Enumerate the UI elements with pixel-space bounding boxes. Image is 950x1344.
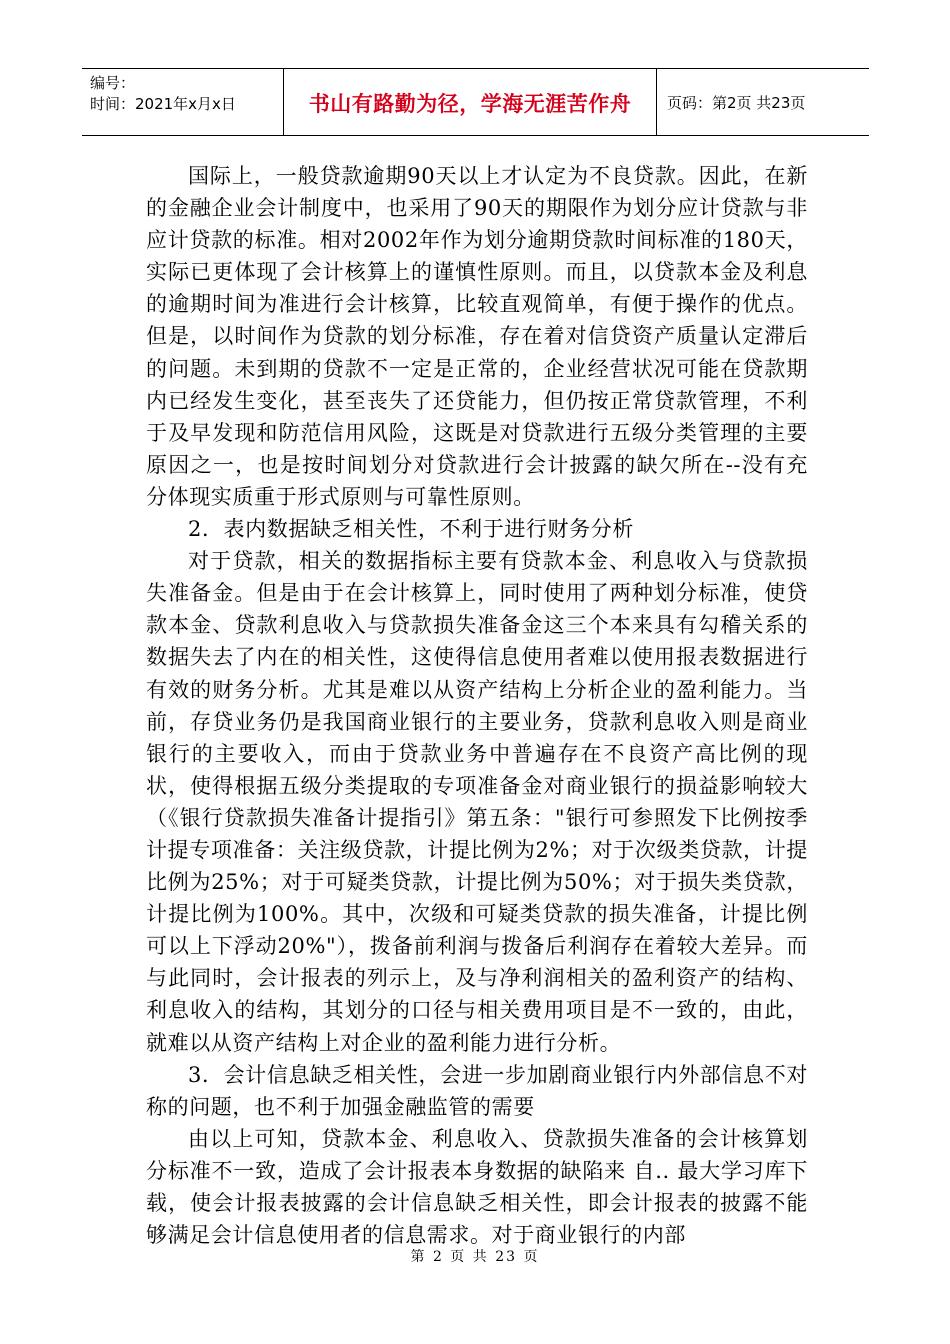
header-meta [82, 69, 284, 135]
header-time-label: 时间：2021年x月x日 [90, 95, 236, 113]
header-motto-cell [284, 69, 657, 135]
paragraph-1: 国际上，一般贷款逾期90天以上才认定为不良贷款。因此，在新的金融企业会计制度中，也采用了90天的期限作为划分应计贷款与非应计贷款的标准。相对2002年作为划分逾期贷款时间标准的180天，实际已更体现了会计核算上的谨慎性原则。而且，以贷款本金及利息的逾期时间为准进行会计核算，比较直观简单，有便于操作的优点。但是，以时间作为贷款的划分标准，存在着对信贷资产质量认定滞后的问题。未到期的贷款不一定是正常的，企业经营状况可能在贷款期内已经发生变化，甚至丧失了还贷能力，但仍按正常贷款管理，不利于及早发现和防范信用风险，这既是对贷款进行五级分类管理的主要原因之一，也是按时间划分对贷款进行会计披露的缺欠所在--没有充分体现实质重于形式原则与可靠性原则。 [146, 164, 808, 509]
paragraph-2: 对于贷款，相关的数据指标主要有贷款本金、利息收入与贷款损失准备金。但是由于在会计核算上，同时使用了两种划分标准，使贷款本金、贷款利息收入与贷款损失准备金这三个本来具有勾稽关系的数据失去了内在的相关性，这使得信息使用者难以使用报表数据进行有效的财务分析。尤其是难以从资产结构上分析企业的盈利能力。当前，存贷业务仍是我国商业银行的主要业务，贷款利息收入则是商业银行的主要收入，而由于贷款业务中普遍存在不良资产高比例的现状，使得根据五级分类提取的专项准备金对商业银行的损益影响较大（《银行贷款损失准备计提指引》第五条："银行可参照发下比例按季计提专项准备：关注级贷款，计提比例为2%；对于次级类贷款，计提比例为25%；对于可疑类贷款，计提比例为50%；对于损失类贷款，计提比例为100%。其中，次级和可疑类贷款的损失准备，计提比例可以上下浮动20%"），拨备前利润与拨备后利润存在着较大差异。而与此同时，会计报表的列示上，及与净利润相关的盈利资产的结构、利息收入的结构，其划分的口径与相关费用项目是不一致的，由此，就难以从资产结构上对企业的盈利能力进行分析。 [146, 549, 808, 1055]
header-motto: 书山有路勤为径，学海无涯苦作舟 [308, 92, 632, 116]
section-heading-2: 2．表内数据缺乏相关性，不利于进行财务分析 [188, 517, 634, 542]
page-header [82, 68, 869, 136]
document-body [146, 160, 808, 1251]
page-footer: 第 2 页 共 23 页 [410, 1249, 540, 1265]
header-page-info-cell [657, 69, 869, 135]
header-page-info: 页码：第2页 共23页 [667, 93, 806, 112]
section-heading-3: 3．会计信息缺乏相关性，会进一步加剧商业银行内外部信息不对称的问题，也不利于加强金融监管的需要 [146, 1062, 808, 1119]
header-number-label: 编号： [90, 74, 136, 92]
paragraph-3: 由以上可知，贷款本金、利息收入、贷款损失准备的会计核算划分标准不一致，造成了会计报表本身数据的缺陷来 自.. 最大学习库下载，使会计报表披露的会计信息缺乏相关性，即会计报表的披露不能够满足会计信息使用者的信息需求。对于商业银行的内部 [146, 1126, 808, 1248]
